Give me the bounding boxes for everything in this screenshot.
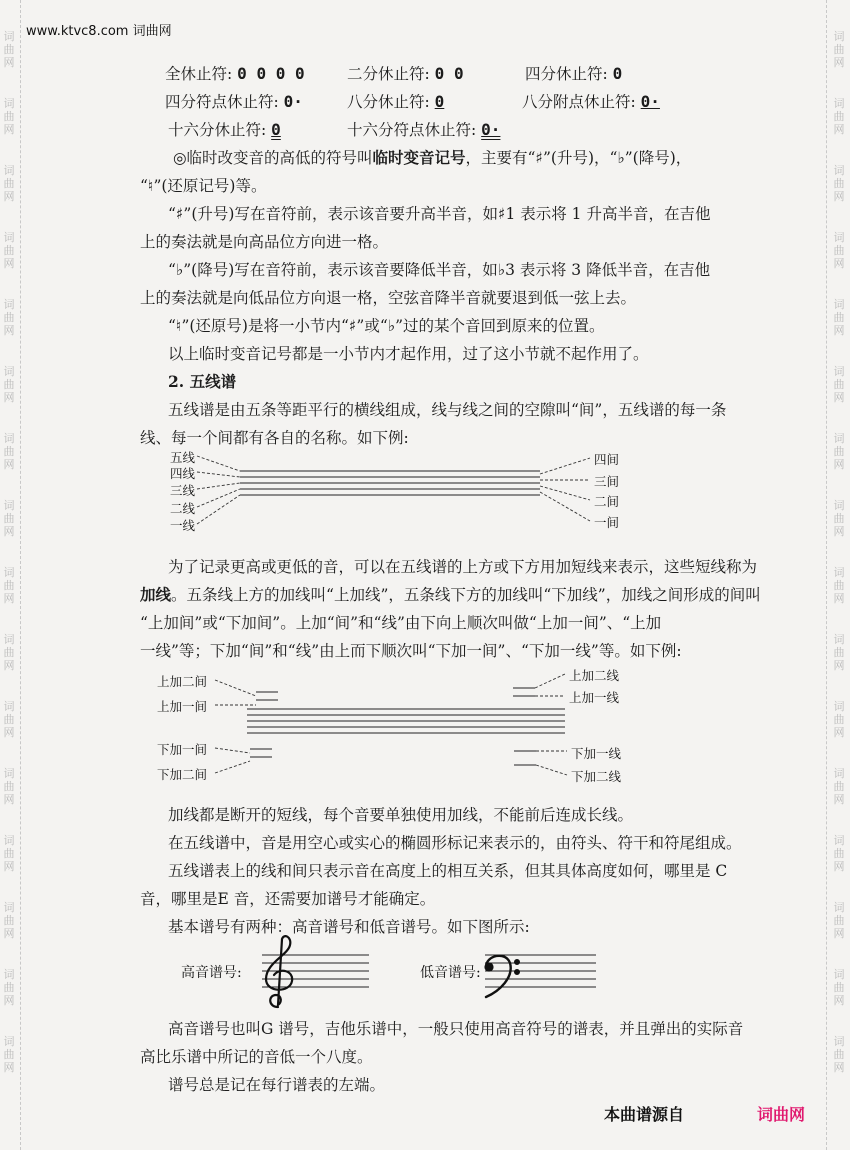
staff-diagram [0,445,850,535]
watermark-char: 曲 [3,847,15,860]
watermark-gap [830,69,848,97]
watermark-char: 词 [833,231,845,244]
source-link[interactable]: 词曲网 [757,1105,806,1124]
text: ，主要有“♯”(升号)，“♭”(降号)， [465,149,692,167]
watermark-char: 网 [833,592,845,605]
watermark-char: 词 [3,834,15,847]
label-line-1: 一线 [170,518,196,533]
treble-clef-label: 高音谱号: [181,965,242,981]
watermark-char: 词 [833,97,845,110]
ledger-para-1: 为了记录更高或更低的音，可以在五线谱的上方或下方用加短线来表示，这些短线称为 [168,558,758,576]
rest-symbol: 0 [271,120,281,139]
treble-clef-icon [266,936,292,1007]
rest-symbol: 0· [481,120,501,139]
watermark-char: 曲 [3,311,15,324]
watermark-char: 曲 [3,43,15,56]
watermark-char: 网 [3,123,15,136]
watermark-char: 网 [3,1061,15,1074]
watermark-char: 词 [833,633,845,646]
watermark-char: 词 [3,164,15,177]
rest-row-1 [165,62,305,84]
sharp-desc-1: “♯”(升号)写在音符前，表示该音要升高半音，如♯1 表示将 1 升高半音，在吉他 [168,205,711,223]
ledger-note: 加线都是断开的短线，每个音要单独使用加线，不能前后连成长线。 [168,806,634,824]
watermark-char: 网 [833,793,845,806]
flat-desc-1: “♭”(降号)写在音符前，表示该音要降低半音，如♭3 表示将 3 降低半音，在吉他 [168,261,711,279]
watermark-char: 曲 [3,646,15,659]
watermark-gap [830,404,848,432]
watermark-gap [0,404,18,432]
watermark-gap [0,136,18,164]
watermark-gap [830,538,848,566]
watermark-char: 网 [3,860,15,873]
scope-desc: 以上临时变音记号都是一小节内才起作用，过了这小节就不起作用了。 [168,345,649,363]
watermark-gap [0,69,18,97]
watermark-char: 曲 [833,780,845,793]
label-upper-line-2: 上加二线 [569,668,620,683]
label-line-2: 二线 [170,501,196,516]
watermark-char: 网 [3,927,15,940]
rest-symbol: 0· [640,92,660,111]
watermark-char: 网 [3,257,15,270]
watermark-char: 词 [3,901,15,914]
watermark-char: 网 [3,793,15,806]
watermark-char: 网 [833,927,845,940]
watermark-gap [0,337,18,365]
watermark-gap [0,1074,18,1102]
treble-note-1: 高音谱号也叫G 谱号，吉他乐谱中，一般只使用高音符号的谱表，并且弹出的实际音 [168,1020,744,1038]
ledger-para-4: 一线”等；下加“间”和“线”由上而下顺次叫“下加一间”、“下加一线”等。如下例: [140,642,682,660]
watermark-char: 网 [3,190,15,203]
label-line-4: 四线 [170,466,196,481]
watermark-char: 词 [833,365,845,378]
watermark-char: 网 [833,458,845,471]
watermark-char: 曲 [833,311,845,324]
label-lower-line-1: 下加一线 [571,746,622,761]
clef-position: 谱号总是记在每行谱表的左端。 [168,1076,386,1094]
watermark-gap [830,873,848,901]
clef-need-2: 音，哪里是E 音，还需要加谱号才能确定。 [140,890,436,908]
watermark-char: 曲 [3,579,15,592]
watermark-char: 曲 [3,445,15,458]
treble-note-2: 高比乐谱中所记的音低一个八度。 [140,1048,373,1066]
watermark-char: 网 [833,190,845,203]
label-space-4: 四间 [594,452,620,467]
watermark-char: 曲 [3,110,15,123]
watermark-char: 网 [3,659,15,672]
watermark-char: 词 [833,432,845,445]
label-line-5: 五线 [170,450,196,465]
watermark-char: 网 [3,592,15,605]
watermark-char: 曲 [3,1048,15,1061]
watermark-gap [830,1074,848,1102]
label-line-3: 三线 [170,483,196,498]
watermark-char: 网 [833,525,845,538]
rest-label: 八分休止符: [347,93,430,111]
label-upper-space-2: 上加二间 [157,674,208,689]
watermark-char: 词 [3,700,15,713]
watermark-char: 曲 [3,177,15,190]
watermark-char: 词 [833,968,845,981]
watermark-char: 曲 [833,512,845,525]
watermark-gap [830,136,848,164]
watermark-gap [0,806,18,834]
watermark-gap [830,337,848,365]
notehead-para: 在五线谱中，音是用空心或实心的椭圆形标记来表示的，由符头、符干和符尾组成。 [168,834,742,852]
clef-types: 基本谱号有两种：高音谱号和低音谱号。如下图所示: [168,918,530,936]
rest-row-2 [165,90,303,112]
watermark-char: 曲 [833,110,845,123]
ledger-para-3: “上加间”或“下加间”。上加“间”和“线”由下向上顺次叫做“上加一间”、“上加 [140,614,662,632]
rest-symbol: 0 0 [434,64,464,83]
watermark-gap [830,605,848,633]
watermark-char: 网 [833,257,845,270]
rest-symbol: 0· [283,92,303,111]
sharp-desc-2: 上的奏法就是向高品位方向进一格。 [140,233,389,251]
watermark-char: 网 [3,324,15,337]
watermark-char: 词 [833,901,845,914]
label-upper-line-1: 上加一线 [569,690,620,705]
watermark-char: 网 [833,123,845,136]
watermark-char: 曲 [3,713,15,726]
rest-label: 八分附点休止符: [522,93,636,111]
watermark-char: 词 [833,834,845,847]
watermark-char: 曲 [833,646,845,659]
watermark-char: 曲 [3,981,15,994]
watermark-char: 曲 [3,914,15,927]
watermark-char: 曲 [833,445,845,458]
watermark-gap [830,203,848,231]
watermark-char: 曲 [3,244,15,257]
watermark-char: 网 [3,56,15,69]
label-lower-space-1: 下加一间 [157,742,208,757]
site-header [26,20,172,39]
watermark-char: 词 [833,566,845,579]
label-upper-space-1: 上加一间 [157,699,208,714]
rest-symbol: 0 [434,92,445,111]
rest-label: 十六分休止符: [168,121,267,139]
watermark-char: 曲 [3,780,15,793]
label-space-3: 三间 [594,474,620,489]
watermark-char: 网 [3,458,15,471]
watermark-char: 曲 [3,512,15,525]
site-name: 词曲网 [132,24,172,39]
source-text: 本曲谱源自 [604,1105,685,1124]
watermark-char: 网 [833,659,845,672]
watermark-char: 词 [833,499,845,512]
watermark-char: 曲 [833,378,845,391]
rest-row-1b [347,62,464,84]
watermark-gap [0,538,18,566]
flat-desc-2: 上的奏法就是向低品位方向退一格，空弦音降半音就要退到低一弦上去。 [140,289,637,307]
watermark-char: 词 [3,432,15,445]
watermark-char: 词 [3,298,15,311]
watermark-char: 词 [3,767,15,780]
watermark-gap [0,203,18,231]
watermark-char: 网 [833,56,845,69]
watermark-gap [0,873,18,901]
watermark-gap [0,605,18,633]
watermark-char: 词 [3,1035,15,1048]
watermark-char: 曲 [833,244,845,257]
watermark-char: 词 [3,30,15,43]
ledger-diagram [0,665,850,790]
natural-desc: “♮”(还原号)是将一小节内“♯”或“♭”过的某个音回到原来的位置。 [168,317,605,335]
watermark-char: 曲 [833,914,845,927]
watermark-char: 网 [3,994,15,1007]
watermark-char: 词 [833,30,845,43]
watermark-char: 曲 [833,1048,845,1061]
watermark-char: 词 [833,1035,845,1048]
watermark-gap [830,270,848,298]
label-lower-space-2: 下加二间 [157,767,208,782]
watermark-char: 词 [3,968,15,981]
watermark-char: 曲 [833,43,845,56]
accidentals-intro-2: “♮”(还原记号)等。 [140,177,267,195]
text: ◎临时改变音的高低的符号叫 [173,149,373,167]
bass-clef-label: 低音谱号: [420,965,481,981]
rest-row-2b [347,90,444,112]
bass-clef-icon [486,956,519,997]
watermark-char: 曲 [3,378,15,391]
rest-label: 十六分符点休止符: [347,121,477,139]
ledger-para-2 [140,583,761,605]
watermark-gap [0,270,18,298]
rest-row-1c [525,62,622,84]
rest-symbol: 0 [612,64,623,83]
rest-symbol: 0 0 0 0 [237,64,305,83]
watermark-char: 曲 [833,981,845,994]
watermark-char: 词 [833,767,845,780]
watermark-char: 词 [3,231,15,244]
watermark-char: 曲 [833,847,845,860]
watermark-char: 网 [3,726,15,739]
watermark-char: 词 [833,164,845,177]
rest-label: 全休止符: [165,65,233,83]
watermark-char: 网 [3,525,15,538]
watermark-char: 网 [833,1061,845,1074]
term-ledger: 加线 [140,585,172,604]
clef-diagram [0,935,850,1015]
clef-need-1: 五线谱表上的线和间只表示音在高度上的相互关系，但其具体高度如何，哪里是 C [168,862,728,880]
watermark-char: 词 [833,700,845,713]
section-heading: 2. 五线谱 [168,372,237,391]
watermark-char: 曲 [833,579,845,592]
rest-row-2c [522,90,660,112]
watermark-char: 网 [833,726,845,739]
rest-row-3 [168,118,281,140]
text: 。五条线上方的加线叫“上加线”，五条线下方的加线叫“下加线”，加线之间形成的间叫 [171,586,761,604]
watermark-char: 网 [833,994,845,1007]
label-space-1: 一间 [594,515,620,530]
rest-row-3b [347,118,500,140]
watermark-char: 网 [833,860,845,873]
watermark-char: 网 [3,391,15,404]
watermark-char: 词 [3,633,15,646]
label-lower-line-2: 下加二线 [571,769,622,784]
site-url[interactable]: www.ktvc8.com [26,24,129,39]
watermark-char: 词 [3,365,15,378]
staff-intro-2: 线、每一个间都有各自的名称。如下例: [140,429,409,447]
watermark-char: 词 [3,499,15,512]
rest-label: 二分休止符: [347,65,430,83]
watermark-char: 词 [3,566,15,579]
watermark-char: 词 [3,97,15,110]
rest-label: 四分符点休止符: [165,93,279,111]
watermark-char: 网 [833,324,845,337]
term-accidental: 临时变音记号 [372,148,466,167]
watermark-gap [830,806,848,834]
watermark-char: 词 [833,298,845,311]
watermark-char: 曲 [833,713,845,726]
staff-intro-1: 五线谱是由五条等距平行的横线组成，线与线之间的空隙叫“间”，五线谱的每一条 [168,401,727,419]
label-space-2: 二间 [594,494,620,509]
watermark-char: 曲 [833,177,845,190]
accidentals-intro [173,146,691,168]
rest-label: 四分休止符: [525,65,608,83]
watermark-char: 网 [833,391,845,404]
